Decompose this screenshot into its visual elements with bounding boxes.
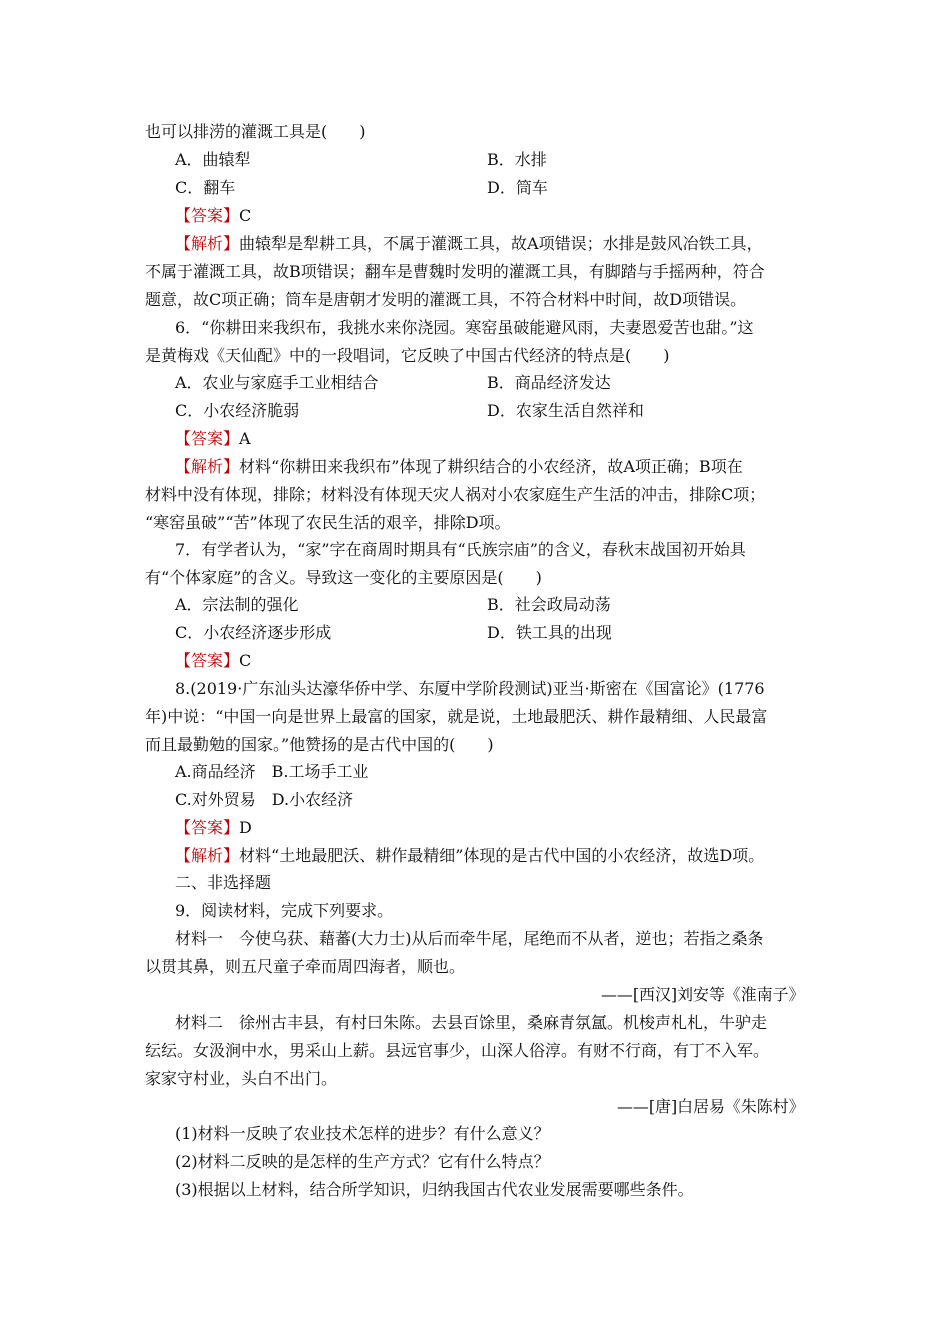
answer-value: C bbox=[239, 206, 252, 225]
q5-option-b: B．水排 bbox=[487, 150, 547, 169]
q8-answer bbox=[175, 817, 252, 839]
q5-analysis-line-2: 不属于灌溉工具，故B项错误；翻车是曹魏时发明的灌溉工具，有脚踏与手摇两种，符合 bbox=[145, 262, 765, 281]
q9-question-3: (3)根据以上材料，结合所学知识，归纳我国古代农业发展需要哪些条件。 bbox=[175, 1180, 694, 1199]
q7-stem-line-2: 有“个体家庭”的含义。导致这一变化的主要原因是( ) bbox=[145, 568, 542, 587]
q5-answer bbox=[175, 205, 251, 227]
answer-tag: 【答案】 bbox=[175, 429, 240, 448]
answer-value: D bbox=[239, 818, 252, 837]
answer-tag: 【答案】 bbox=[175, 651, 240, 670]
q9-source2: ——[唐]白居易《朱陈村》 bbox=[616, 1097, 805, 1116]
analysis-text: 材料“土地最肥沃、耕作最精细”体现的是古代中国的小农经济，故选D项。 bbox=[239, 846, 765, 865]
answer-value: A bbox=[239, 429, 251, 448]
q5-analysis-line-3: 题意，故C项正确；筒车是唐朝才发明的灌溉工具，不符合材料中时间，故D项错误。 bbox=[145, 290, 747, 309]
q7-answer bbox=[175, 650, 251, 672]
q9-material2-line-1: 材料二 徐州古丰县，有村曰朱陈。去县百馀里，桑麻青氛氲。机梭声札札，牛驴走 bbox=[175, 1013, 768, 1032]
q6-analysis-line-2: 材料中没有体现，排除；材料没有体现天灾人祸对小农家庭生产生活的冲击，排除C项； bbox=[145, 485, 766, 504]
answer-tag: 【答案】 bbox=[175, 818, 240, 837]
analysis-tag: 【解析】 bbox=[175, 457, 240, 476]
q6-answer bbox=[175, 428, 251, 450]
q7-option-b: B．社会政局动荡 bbox=[487, 595, 611, 614]
q9-material2-line-2: 纭纭。女汲涧中水，男采山上薪。县远官事少，山深人俗淳。有财不行商，有丁不入军。 bbox=[145, 1041, 770, 1060]
q8-options-line-1: A.商品经济 B.工场手工业 bbox=[175, 762, 369, 781]
q5-stem: 也可以排涝的灌溉工具是( ) bbox=[145, 122, 366, 141]
q9-material1-line-2: 以贯其鼻，则五尺童子牵而周四海者，顺也。 bbox=[145, 957, 466, 976]
q6-analysis-line-1 bbox=[175, 456, 743, 478]
q8-stem-line-1: 8.(2019·广东汕头达濠华侨中学、东厦中学阶段测试)亚当·斯密在《国富论》(1776 bbox=[175, 679, 765, 698]
q6-option-d: D．农家生活自然祥和 bbox=[487, 401, 644, 420]
q8-options-line-2: C.对外贸易 D.小农经济 bbox=[175, 790, 354, 809]
q7-stem-line-1: 7．有学者认为，“家”字在商周时期具有“氏族宗庙”的含义，春秋末战国初开始具 bbox=[175, 540, 746, 559]
analysis-tag: 【解析】 bbox=[175, 846, 240, 865]
q5-option-c: C．翻车 bbox=[175, 178, 236, 197]
q9-question-2: (2)材料二反映的是怎样的生产方式？它有什么特点？ bbox=[175, 1152, 550, 1171]
q6-stem-line-2: 是黄梅戏《天仙配》中的一段唱词，它反映了中国古代经济的特点是( ) bbox=[145, 346, 670, 365]
answer-value: C bbox=[239, 651, 252, 670]
q9-stem: 9．阅读材料，完成下列要求。 bbox=[175, 901, 394, 920]
analysis-text: 曲辕犁是犁耕工具，不属于灌溉工具，故A项错误；水排是鼓风冶铁工具， bbox=[239, 234, 763, 253]
q6-analysis-line-3: “寒窑虽破”“苦”体现了农民生活的艰辛，排除D项。 bbox=[145, 513, 511, 532]
q5-option-d: D．筒车 bbox=[487, 178, 548, 197]
q8-stem-line-2: 年)中说：“中国一向是世界上最富的国家，就是说，土地最肥沃、耕作最精细、人民最富 bbox=[145, 707, 768, 726]
answer-tag: 【答案】 bbox=[175, 206, 240, 225]
q6-option-c: C．小农经济脆弱 bbox=[175, 401, 300, 420]
q7-option-a: A．宗法制的强化 bbox=[175, 595, 299, 614]
q5-analysis-line-1 bbox=[175, 233, 763, 255]
q6-option-a: A．农业与家庭手工业相结合 bbox=[175, 373, 379, 392]
q9-material1-line-1: 材料一 今使乌获、藉蕃(大力士)从后而牵牛尾，尾绝而不从者，逆也；若指之桑条 bbox=[175, 929, 764, 948]
analysis-text: 材料“你耕田来我织布”体现了耕织结合的小农经济，故A项正确；B项在 bbox=[239, 457, 743, 476]
q5-option-a: A．曲辕犁 bbox=[175, 150, 251, 169]
section-heading: 二、非选择题 bbox=[175, 873, 272, 892]
q6-option-b: B．商品经济发达 bbox=[487, 373, 611, 392]
q9-question-1: (1)材料一反映了农业技术怎样的进步？有什么意义？ bbox=[175, 1124, 550, 1143]
q6-stem-line-1: 6．“你耕田来我织布，我挑水来你浇园。寒窑虽破能避风雨，夫妻恩爱苦也甜。”这 bbox=[175, 318, 754, 337]
q9-material2-line-3: 家家守村业，头白不出门。 bbox=[145, 1069, 338, 1088]
q9-source1: ——[西汉]刘安等《淮南子》 bbox=[600, 985, 804, 1004]
analysis-tag: 【解析】 bbox=[175, 234, 240, 253]
q8-analysis-line-1 bbox=[175, 845, 764, 867]
q7-option-c: C．小农经济逐步形成 bbox=[175, 623, 332, 642]
q7-option-d: D．铁工具的出现 bbox=[487, 623, 612, 642]
q8-stem-line-3: 而且最勤勉的国家。”他赞扬的是古代中国的( ) bbox=[145, 735, 494, 754]
